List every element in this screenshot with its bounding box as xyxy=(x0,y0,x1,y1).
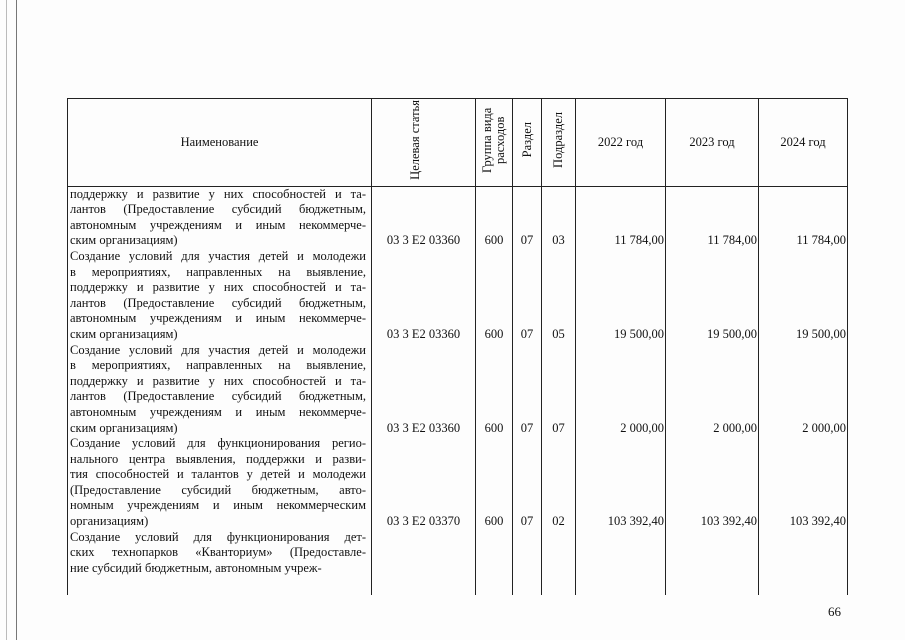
name-line: (Предоставление субсидий бюджетным, авто- xyxy=(70,482,366,497)
target-column xyxy=(372,186,476,595)
group-column xyxy=(476,186,513,595)
name-line: автономным учреждениям и иным некоммерче- xyxy=(70,404,366,419)
budget-table xyxy=(67,98,848,595)
name-line: ских технопарков «Кванториум» (Предоставле- xyxy=(70,545,366,560)
header-2023: 2023 год xyxy=(666,99,759,187)
header-group: Группа вида расходов xyxy=(476,99,513,187)
scan-edge-inner xyxy=(16,0,17,640)
table-header-row xyxy=(68,99,848,187)
name-line: Создание условий для функционирования дет- xyxy=(70,529,366,544)
cell-subsection: 05 xyxy=(552,326,565,341)
name-line: поддержку и развитие у них способностей и та- xyxy=(70,186,366,201)
name-line: ским организациям) xyxy=(70,233,178,248)
header-2022: 2022 год xyxy=(576,99,666,187)
name-line: в мероприятиях, направленных на выявление, xyxy=(70,264,366,279)
cell-target: 03 3 E2 03370 xyxy=(386,514,461,529)
header-section: Раздел xyxy=(513,99,542,187)
name-line: лантов (Предоставление субсидий бюджетным, xyxy=(70,202,366,217)
header-name: Наименование xyxy=(68,99,372,187)
y2024-column xyxy=(759,186,848,595)
header-target: Целевая статья xyxy=(372,99,476,187)
cell-y2024: 19 500,00 xyxy=(796,326,846,341)
name-line: автономным учреждениям и иным некоммерче- xyxy=(70,311,366,326)
cell-section: 07 xyxy=(520,326,534,341)
cell-subsection: 07 xyxy=(552,420,565,435)
name-line: поддержку и развитие у них способностей и та- xyxy=(70,280,366,295)
y2023-column xyxy=(666,186,759,595)
cell-section: 07 xyxy=(520,514,534,529)
name-line: ским организациям) xyxy=(70,326,178,341)
name-line: Создание условий для участия детей и молодежи xyxy=(70,342,366,357)
cell-y2024: 2 000,00 xyxy=(802,420,846,435)
name-line: нального центра выявления, поддержки и разви- xyxy=(70,451,366,466)
name-line: ским организациям) xyxy=(70,420,178,435)
y2022-column xyxy=(576,186,666,595)
section-column xyxy=(513,186,542,595)
cell-subsection: 02 xyxy=(552,514,565,529)
name-line: организациям) xyxy=(70,514,149,529)
cell-y2023: 2 000,00 xyxy=(713,420,757,435)
cell-group: 600 xyxy=(484,420,504,435)
page-number: 66 xyxy=(828,604,841,619)
cell-y2023: 103 392,40 xyxy=(700,514,757,529)
name-line: лантов (Предоставление субсидий бюджетным, xyxy=(70,389,366,404)
name-line: номным учреждениям и иным некоммерческим xyxy=(70,498,366,513)
cell-target: 03 3 E2 03360 xyxy=(386,420,461,435)
cell-y2023: 11 784,00 xyxy=(707,233,757,248)
name-line: ние субсидий бюджетным, автономным учреж- xyxy=(70,560,322,575)
name-line: поддержку и развитие у них способностей и та- xyxy=(70,373,366,388)
cell-y2022: 103 392,40 xyxy=(607,514,664,529)
cell-y2024: 11 784,00 xyxy=(796,233,846,248)
name-line: Создание условий для участия детей и молодежи xyxy=(70,248,366,263)
header-subsection: Подраздел xyxy=(542,99,576,187)
cell-y2022: 2 000,00 xyxy=(620,420,664,435)
scan-edge-outer xyxy=(6,0,7,640)
name-line: Создание условий для функционирования регио- xyxy=(70,436,366,451)
cell-y2022: 19 500,00 xyxy=(614,326,664,341)
name-line: тия способностей и талантов у детей и молодежи xyxy=(70,467,366,482)
name-line: автономным учреждениям и иным некоммерче- xyxy=(70,217,366,232)
cell-target: 03 3 E2 03360 xyxy=(386,233,461,248)
cell-subsection: 03 xyxy=(552,233,565,248)
name-line: в мероприятиях, направленных на выявление, xyxy=(70,358,366,373)
subsection-column xyxy=(542,186,576,595)
cell-y2023: 19 500,00 xyxy=(707,326,757,341)
header-2024: 2024 год xyxy=(759,99,848,187)
cell-group: 600 xyxy=(484,233,504,248)
cell-group: 600 xyxy=(484,326,504,341)
cell-target: 03 3 E2 03360 xyxy=(386,326,461,341)
cell-y2022: 11 784,00 xyxy=(614,233,664,248)
cell-y2024: 103 392,40 xyxy=(789,514,846,529)
table-body-row xyxy=(68,186,848,595)
cell-group: 600 xyxy=(484,514,504,529)
cell-section: 07 xyxy=(520,420,534,435)
name-text xyxy=(70,187,366,577)
name-line: лантов (Предоставление субсидий бюджетным, xyxy=(70,295,366,310)
name-column xyxy=(68,186,372,595)
cell-section: 07 xyxy=(520,233,534,248)
